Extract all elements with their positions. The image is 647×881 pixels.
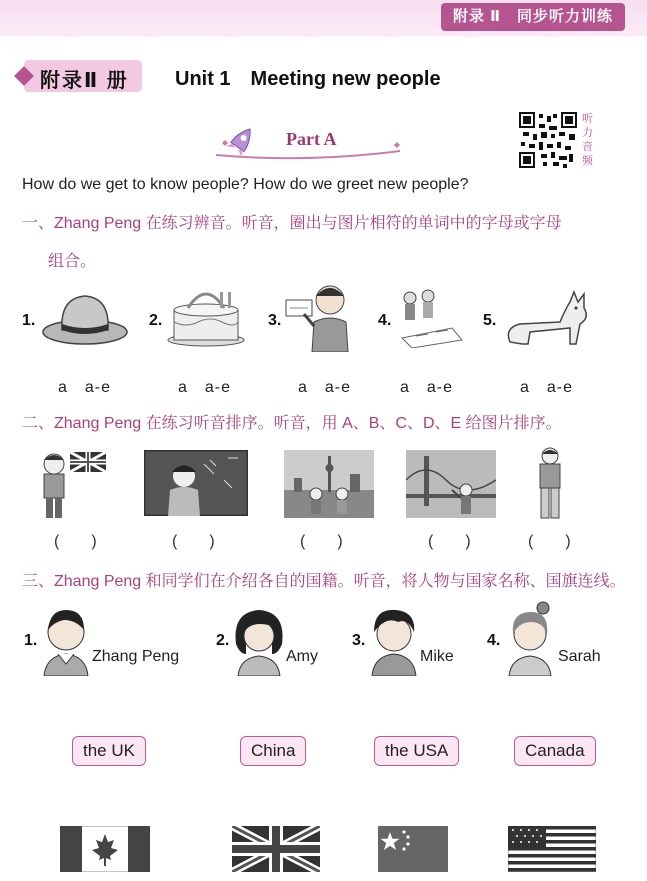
usa-flag-icon: [508, 826, 596, 872]
answer-blank[interactable]: ( ): [172, 533, 215, 550]
boy-with-uk-flag-icon: [34, 448, 110, 520]
volume-badge: [24, 60, 142, 92]
answer-blank[interactable]: ( ): [54, 533, 97, 550]
task1-title-cont: 组合。: [48, 253, 97, 270]
teacher-at-blackboard-icon: [144, 450, 248, 516]
task1-options[interactable]: a a-e: [400, 379, 454, 396]
task1-item-number: 5.: [483, 312, 497, 329]
person-name: Sarah: [558, 648, 601, 665]
task1-item-number: 3.: [268, 312, 282, 329]
task1-item-number: 1.: [22, 312, 36, 329]
kids-bridge-icon: [406, 450, 496, 518]
part-banner: [212, 125, 402, 161]
canada-flag-icon: [60, 826, 150, 872]
task1-title: 一、Zhang Peng 在练习辨音。听音，圈出与图片相符的单词中的字母或字母: [22, 215, 562, 232]
country-tag[interactable]: the UK: [72, 736, 146, 766]
qr-caption: 听力音频: [582, 113, 593, 167]
birthday-cake-icon: [166, 286, 246, 348]
task2-title: 二、Zhang Peng 在练习听音排序。听音，用 A、B、C、D、E 给图片排序。: [22, 415, 562, 432]
boy-avatar-icon: [40, 604, 92, 676]
kids-hopscotch-icon: [392, 288, 464, 348]
person-name: Zhang Peng: [92, 648, 180, 665]
hat-icon: [40, 288, 130, 348]
unit-title: Unit 1 Meeting new people: [175, 68, 441, 90]
task1-options[interactable]: a a-e: [178, 379, 232, 396]
header-tab: 附录 Ⅱ 同步听力训练: [441, 3, 625, 31]
person-number: 4.: [487, 632, 501, 649]
person-number: 1.: [24, 632, 38, 649]
answer-blank[interactable]: ( ): [428, 533, 471, 550]
page-header: [0, 0, 647, 36]
boy-avatar-icon: [368, 604, 420, 676]
girl-avatar-icon: [503, 600, 557, 676]
country-tag[interactable]: the USA: [374, 736, 459, 766]
person-name: Mike: [420, 648, 454, 665]
boy-standing-icon: [530, 446, 570, 520]
guiding-question: How do we get to know people? How do we greet new people?: [22, 176, 469, 193]
person-number: 2.: [216, 632, 230, 649]
boy-with-sign-icon: [284, 282, 356, 352]
person-number: 3.: [352, 632, 366, 649]
task1-options[interactable]: a a-e: [298, 379, 352, 396]
task1-options[interactable]: a a-e: [58, 379, 112, 396]
kids-city-skyline-icon: [284, 450, 374, 518]
qr-code-icon[interactable]: [519, 112, 577, 168]
task1-item-number: 2.: [149, 312, 163, 329]
volume-label: 附录Ⅱ 册: [40, 70, 129, 92]
country-tag[interactable]: Canada: [514, 736, 596, 766]
uk-flag-icon: [232, 826, 320, 872]
person-name: Amy: [286, 648, 318, 665]
answer-blank[interactable]: ( ): [528, 533, 571, 550]
task1-options[interactable]: a a-e: [520, 379, 574, 396]
country-tag[interactable]: China: [240, 736, 306, 766]
china-flag-icon: [378, 826, 448, 872]
cat-icon: [500, 288, 592, 346]
task1-item-number: 4.: [378, 312, 392, 329]
badge-diamond-icon: [14, 66, 34, 86]
part-label: Part A: [286, 129, 337, 149]
task3-title: 三、Zhang Peng 和同学们在介绍各自的国籍。听音，将人物与国家名称、国旗连线。: [22, 573, 626, 590]
girl-avatar-icon: [232, 604, 286, 676]
answer-blank[interactable]: ( ): [300, 533, 343, 550]
